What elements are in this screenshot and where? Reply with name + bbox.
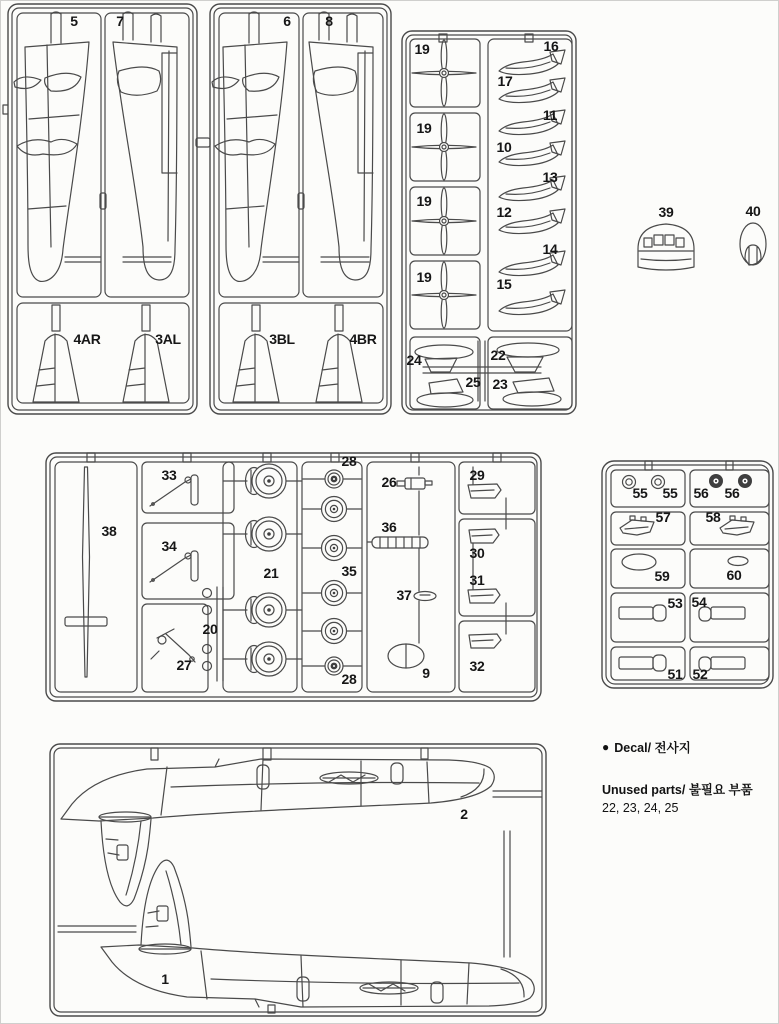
part-label-10: 10	[496, 139, 512, 155]
part-label-28b: 28	[341, 671, 357, 687]
part-label-8: 8	[325, 13, 333, 29]
part-label-58: 58	[705, 509, 721, 525]
part-label-27: 27	[176, 657, 192, 673]
part-label-26: 26	[381, 474, 397, 490]
part-label-21: 21	[263, 565, 279, 581]
part-label-55b: 55	[662, 485, 678, 501]
sprue-e	[602, 461, 773, 688]
part-label-54: 54	[691, 594, 707, 610]
part-label-56b: 56	[724, 485, 740, 501]
part-label-39: 39	[658, 204, 674, 220]
part-label-20: 20	[202, 621, 218, 637]
part-label-57: 57	[655, 509, 671, 525]
part-label-29: 29	[469, 467, 485, 483]
part-label-25: 25	[465, 374, 481, 390]
part-label-6: 6	[283, 13, 291, 29]
part-label-19d: 19	[416, 269, 432, 285]
part-label-3bl: 3BL	[269, 331, 295, 347]
part-label-7: 7	[116, 13, 124, 29]
part-label-1: 1	[161, 971, 169, 987]
sprue-f	[50, 744, 546, 1016]
part-label-56a: 56	[693, 485, 709, 501]
part-label-59: 59	[654, 568, 670, 584]
part-label-19c: 19	[416, 193, 432, 209]
part-label-3al: 3AL	[155, 331, 181, 347]
part-label-53: 53	[667, 595, 683, 611]
part-label-22: 22	[490, 347, 506, 363]
sprue-a	[3, 4, 197, 414]
part-label-51: 51	[667, 666, 683, 682]
unused-parts-title: Unused parts/ 불필요 부품	[602, 783, 753, 797]
part-label-15: 15	[496, 276, 512, 292]
part-label-24: 24	[406, 352, 422, 368]
part-label-34: 34	[161, 538, 177, 554]
part-label-11: 11	[542, 107, 558, 123]
part-label-19b: 19	[416, 120, 432, 136]
part-label-33: 33	[161, 467, 177, 483]
part-label-5: 5	[70, 13, 78, 29]
part-label-12: 12	[496, 204, 512, 220]
part-label-4br: 4BR	[349, 331, 377, 347]
clear-parts	[638, 223, 766, 270]
part-label-32: 32	[469, 658, 485, 674]
part-label-60: 60	[726, 567, 742, 583]
part-label-35: 35	[341, 563, 357, 579]
part-label-23: 23	[492, 376, 508, 392]
part-label-55a: 55	[632, 485, 648, 501]
part-label-9: 9	[422, 665, 430, 681]
sprue-b	[196, 4, 391, 414]
part-label-14: 14	[542, 241, 558, 257]
engine-parts-21	[223, 464, 302, 676]
part-label-36: 36	[381, 519, 397, 535]
decal-label: Decal/ 전사지	[614, 741, 691, 755]
fuselage-half-2	[61, 759, 494, 906]
sprue-c	[402, 31, 576, 414]
part-label-37: 37	[396, 587, 412, 603]
part-label-40: 40	[745, 203, 761, 219]
part-label-4ar: 4AR	[73, 331, 101, 347]
part-label-52: 52	[692, 666, 708, 682]
unused-parts-numbers: 22, 23, 24, 25	[602, 801, 679, 815]
part-label-28a: 28	[341, 453, 357, 469]
part-label-30: 30	[469, 545, 485, 561]
part-label-38: 38	[101, 523, 117, 539]
part-label-2: 2	[460, 806, 468, 822]
notes-block	[602, 738, 774, 815]
part-label-16: 16	[543, 38, 559, 54]
sprue-d	[46, 453, 541, 701]
part-label-19a: 19	[414, 41, 430, 57]
decal-note	[602, 738, 774, 756]
decal-bullet-icon: ●	[602, 740, 610, 754]
part-label-31: 31	[469, 572, 485, 588]
part-label-17: 17	[497, 73, 513, 89]
part-label-13: 13	[542, 169, 558, 185]
